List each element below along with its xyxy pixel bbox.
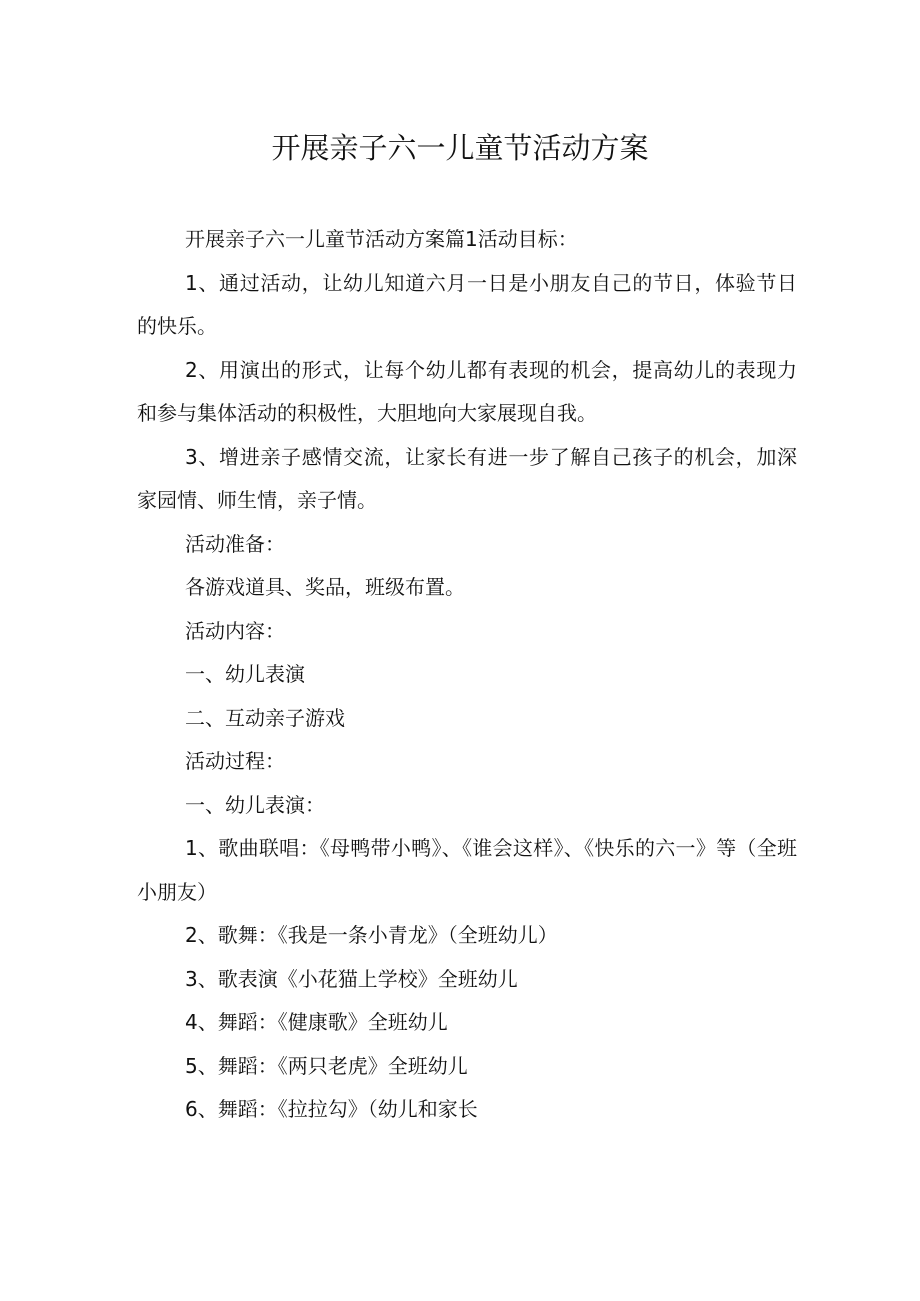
- list-item-program-4: 4、舞蹈：《健康歌》全班幼儿: [185, 1010, 448, 1034]
- list-item-program-6: 6、舞蹈：《拉拉勾》（幼儿和家长: [185, 1097, 478, 1121]
- paragraph-intro-goals: 开展亲子六一儿童节活动方案篇1活动目标：: [185, 227, 578, 251]
- list-item-program-2: 2、歌舞：《我是一条小青龙》（全班幼儿）: [185, 923, 558, 947]
- list-item-program-1: 1、歌曲联唱：《母鸭带小鸭》、《谁会这样》、《快乐的六一》等（全班小朋友）: [137, 836, 797, 904]
- list-item-content-1: 一、幼儿表演: [185, 662, 305, 686]
- heading-process: 活动过程：: [185, 749, 285, 773]
- list-item-program-5: 5、舞蹈：《两只老虎》全班幼儿: [185, 1053, 468, 1078]
- paragraph-preparation: 各游戏道具、奖品，班级布置。: [185, 575, 465, 599]
- list-item-content-2: 二、互动亲子游戏: [185, 705, 345, 730]
- document-title: 开展亲子六一儿童节活动方案: [271, 131, 649, 165]
- paragraph-goal-3: 3、增进亲子感情交流，让家长有进一步了解自己孩子的机会，加深家园情、师生情，亲子情。: [137, 444, 797, 512]
- subheading-performance: 一、幼儿表演：: [185, 792, 325, 817]
- list-item-program-3: 3、歌表演《小花猫上学校》全班幼儿: [185, 966, 518, 991]
- document-body: [137, 218, 797, 1132]
- paragraph-goal-2: 2、用演出的形式，让每个幼儿都有表现的机会，提高幼儿的表现力和参与集体活动的积极性，大胆地向大家展现自我。: [137, 357, 797, 425]
- heading-content: 活动内容：: [185, 618, 285, 643]
- paragraph-goal-1: 1、通过活动，让幼儿知道六月一日是小朋友自己的节日，体验节日的快乐。: [137, 270, 797, 338]
- heading-preparation: 活动准备：: [185, 531, 285, 556]
